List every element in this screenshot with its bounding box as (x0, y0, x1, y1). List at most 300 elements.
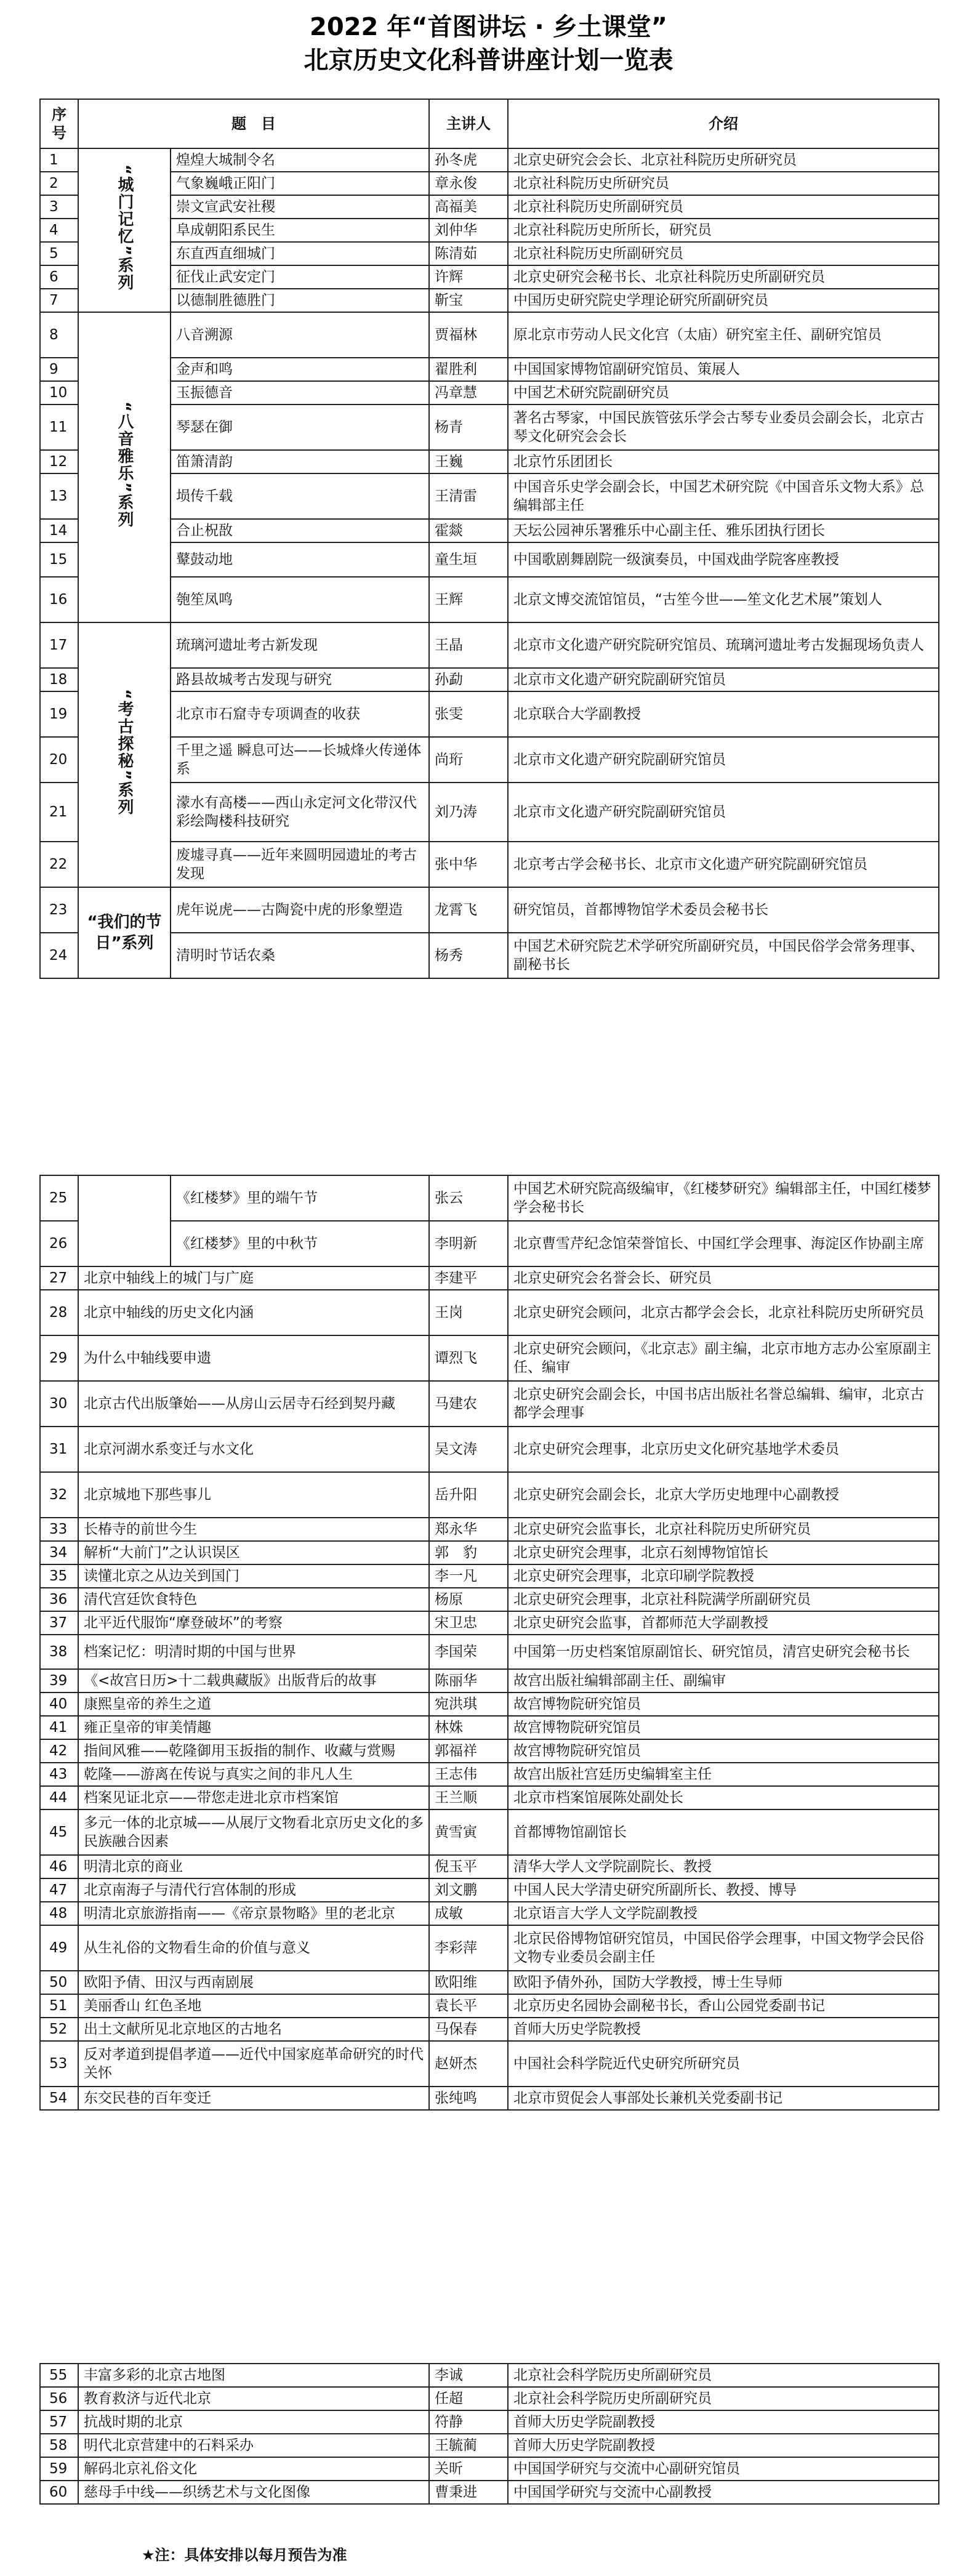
row-number: 44 (40, 1786, 78, 1809)
table-row (40, 1994, 939, 2018)
row-number: 28 (40, 1290, 78, 1335)
row-number: 10 (40, 381, 78, 405)
speaker-name: 童生垣 (429, 542, 508, 577)
speaker-name: 杨青 (429, 405, 508, 450)
table-row (40, 219, 939, 242)
lecture-topic: 琉璃河遗址考古新发现 (171, 622, 429, 668)
table-header-row (40, 99, 939, 148)
table-row (40, 2041, 939, 2087)
speaker-name: 赵妍杰 (429, 2041, 508, 2087)
row-number: 12 (40, 450, 78, 473)
speaker-name: 杨秀 (429, 933, 508, 978)
speaker-name: 翟胜利 (429, 358, 508, 381)
lecture-table-part3 (39, 2363, 939, 2505)
table-row (40, 1541, 939, 1564)
speaker-intro: 中国社会科学院近代史研究所研究员 (508, 2041, 939, 2087)
table-row (40, 1335, 939, 1381)
speaker-intro: 北京史研究会顾问，《北京志》副主编，北京市地方志办公室原副主任、编审 (508, 1335, 939, 1381)
table-row (40, 2481, 939, 2504)
table-row (40, 148, 939, 172)
table-row (40, 1878, 939, 1902)
row-number: 54 (40, 2087, 78, 2110)
lecture-topic: 清明时节话农桑 (171, 933, 429, 978)
table-row (40, 1902, 939, 1925)
table-row (40, 1763, 939, 1786)
speaker-name: 黄雪寅 (429, 1809, 508, 1855)
row-number: 31 (40, 1427, 78, 1472)
speaker-intro: 首师大历史学院副教授 (508, 2410, 939, 2434)
speaker-name: 马保春 (429, 2018, 508, 2041)
speaker-name: 孙勐 (429, 668, 508, 691)
row-number: 1 (40, 148, 78, 172)
speaker-intro: 北京史研究会副会长，北京大学历史地理中心副教授 (508, 1472, 939, 1518)
table-row (40, 1669, 939, 1693)
speaker-intro: 中国艺术研究院副研究员 (508, 381, 939, 405)
speaker-intro: 北京社科院历史所研究员 (508, 172, 939, 195)
speaker-name: 尚珩 (429, 737, 508, 783)
speaker-name: 王清雷 (429, 473, 508, 519)
lecture-topic: 玉振德音 (171, 381, 429, 405)
speaker-name: 宛洪琪 (429, 1693, 508, 1716)
row-number: 50 (40, 1971, 78, 1994)
row-number: 39 (40, 1669, 78, 1693)
lecture-topic: 北京市石窟寺专项调查的收获 (171, 691, 429, 737)
speaker-intro: 北京文博交流馆馆员，“古笙今世——笙文化艺术展”策划人 (508, 577, 939, 622)
lecture-topic: 明清北京旅游指南——《帝京景物略》里的老北京 (78, 1902, 429, 1925)
row-number: 46 (40, 1855, 78, 1878)
table-row (40, 1716, 939, 1739)
speaker-name: 李建平 (429, 1266, 508, 1290)
row-number: 59 (40, 2457, 78, 2481)
row-number: 19 (40, 691, 78, 737)
row-number: 45 (40, 1809, 78, 1855)
row-number: 40 (40, 1693, 78, 1716)
series-label (78, 148, 171, 312)
speaker-intro: 清华大学人文学院副院长、教授 (508, 1855, 939, 1878)
speaker-name: 宋卫忠 (429, 1611, 508, 1635)
table-row (40, 933, 939, 978)
speaker-intro: 天坛公园神乐署雅乐中心副主任、雅乐团执行团长 (508, 519, 939, 542)
row-number: 41 (40, 1716, 78, 1739)
lecture-topic: 从生礼俗的文物看生命的价值与意义 (78, 1925, 429, 1971)
speaker-name: 李彩萍 (429, 1925, 508, 1971)
speaker-intro: 中国第一历史档案馆原副馆长、研究馆员，清宫史研究会秘书长 (508, 1635, 939, 1669)
lecture-topic: 档案见证北京——带您走进北京市档案馆 (78, 1786, 429, 1809)
speaker-intro: 北京史研究会会长、北京社科院历史所研究员 (508, 148, 939, 172)
row-number: 21 (40, 783, 78, 842)
table-row (40, 691, 939, 737)
page-title-line2: 北京历史文化科普讲座计划一览表 (304, 46, 673, 74)
series-label (78, 312, 171, 622)
table-row (40, 1221, 939, 1266)
row-number: 3 (40, 195, 78, 219)
lecture-topic: 征伐止武安定门 (171, 265, 429, 289)
speaker-intro: 北京社科院历史所所长，研究员 (508, 219, 939, 242)
lecture-topic: 《红楼梦》里的端午节 (171, 1175, 429, 1221)
speaker-intro: 故宫出版社宫廷历史编辑室主任 (508, 1763, 939, 1786)
speaker-name: 霍燚 (429, 519, 508, 542)
lecture-topic: 长椿寺的前世今生 (78, 1518, 429, 1541)
speaker-name: 陈丽华 (429, 1669, 508, 1693)
row-number: 13 (40, 473, 78, 519)
row-number: 30 (40, 1381, 78, 1427)
speaker-intro: 故宫出版社编辑部副主任、副编审 (508, 1669, 939, 1693)
lecture-topic: 美丽香山 红色圣地 (78, 1994, 429, 2018)
speaker-intro: 北京市档案馆展陈处副处长 (508, 1786, 939, 1809)
speaker-intro: 北京史研究会顾问，北京古都学会会长，北京社科院历史所研究员 (508, 1290, 939, 1335)
lecture-topic: 废墟寻真——近年来圆明园遗址的考古发现 (171, 842, 429, 887)
row-number: 56 (40, 2387, 78, 2410)
series-label-text: “考古探秘”系列 (115, 689, 134, 816)
header-no: 序号 (40, 99, 78, 148)
lecture-topic: 《红楼梦》里的中秋节 (171, 1221, 429, 1266)
row-number: 34 (40, 1541, 78, 1564)
speaker-intro: 北京市文化遗产研究院研究馆员、琉璃河遗址考古发掘现场负责人 (508, 622, 939, 668)
lecture-topic: 档案记忆：明清时期的中国与世界 (78, 1635, 429, 1669)
speaker-name: 郑永华 (429, 1518, 508, 1541)
lecture-topic: 多元一体的北京城——从展厅文物看北京历史文化的多民族融合因素 (78, 1809, 429, 1855)
table-row (40, 358, 939, 381)
row-number: 18 (40, 668, 78, 691)
speaker-intro: 北京市文化遗产研究院副研究馆员 (508, 783, 939, 842)
speaker-name: 李明新 (429, 1221, 508, 1266)
table-row (40, 2457, 939, 2481)
table-row (40, 1611, 939, 1635)
speaker-name: 王岗 (429, 1290, 508, 1335)
table-row (40, 2018, 939, 2041)
lecture-table-part2 (39, 1175, 939, 2111)
table-row (40, 1809, 939, 1855)
table-row (40, 577, 939, 622)
speaker-intro: 北京社科院历史所副研究员 (508, 242, 939, 265)
lecture-topic: 路县故城考古发现与研究 (171, 668, 429, 691)
speaker-name: 曹秉进 (429, 2481, 508, 2504)
speaker-intro: 北京市贸促会人事部处长兼机关党委副书记 (508, 2087, 939, 2110)
speaker-intro: 北京民俗博物馆研究馆员，中国民俗学会理事，中国文物学会民俗文物专业委员会副主任 (508, 1925, 939, 1971)
table-row (40, 1855, 939, 1878)
speaker-intro: 首都博物馆副馆长 (508, 1809, 939, 1855)
speaker-name: 倪玉平 (429, 1855, 508, 1878)
lecture-topic: 解析“大前门”之认识误区 (78, 1541, 429, 1564)
speaker-intro: 中国人民大学清史研究所副所长、教授、博导 (508, 1878, 939, 1902)
lecture-topic: 东直西直细城门 (171, 242, 429, 265)
table-row (40, 265, 939, 289)
lecture-topic: 合止柷敔 (171, 519, 429, 542)
lecture-topic: 解码北京礼俗文化 (78, 2457, 429, 2481)
lecture-topic: 慈母手中线——织绣艺术与文化图像 (78, 2481, 429, 2504)
speaker-intro: 北京历史名园协会副秘书长，香山公园党委副书记 (508, 1994, 939, 2018)
row-number: 15 (40, 542, 78, 577)
speaker-intro: 北京竹乐团团长 (508, 450, 939, 473)
table-row (40, 405, 939, 450)
speaker-name: 杨原 (429, 1588, 508, 1611)
speaker-intro: 中国国家博物馆副研究馆员、策展人 (508, 358, 939, 381)
row-number: 51 (40, 1994, 78, 2018)
row-number: 20 (40, 737, 78, 783)
speaker-name: 章永俊 (429, 172, 508, 195)
speaker-intro: 北京史研究会理事，北京印刷学院教授 (508, 1564, 939, 1588)
speaker-name: 袁长平 (429, 1994, 508, 2018)
speaker-intro: 北京史研究会监事长，北京社科院历史所研究员 (508, 1518, 939, 1541)
row-number: 14 (40, 519, 78, 542)
speaker-intro: 故宫博物院研究馆员 (508, 1716, 939, 1739)
speaker-intro: 北京市文化遗产研究院副研究馆员 (508, 737, 939, 783)
speaker-name: 张雯 (429, 691, 508, 737)
speaker-name: 刘仲华 (429, 219, 508, 242)
speaker-intro: 北京史研究会理事，北京历史文化研究基地学术委员 (508, 1427, 939, 1472)
speaker-intro: 研究馆员，首都博物馆学术委员会秘书长 (508, 887, 939, 933)
table-row (40, 1427, 939, 1472)
speaker-name: 龙霄飞 (429, 887, 508, 933)
row-number: 17 (40, 622, 78, 668)
row-number: 60 (40, 2481, 78, 2504)
row-number: 32 (40, 1472, 78, 1518)
row-number: 55 (40, 2364, 78, 2387)
speaker-intro: 原北京市劳动人民文化宫（太庙）研究室主任、副研究馆员 (508, 312, 939, 358)
table-row (40, 242, 939, 265)
table-row (40, 842, 939, 887)
speaker-name: 王志伟 (429, 1763, 508, 1786)
table-row (40, 172, 939, 195)
speaker-intro: 北京社会科学院历史所副研究员 (508, 2364, 939, 2387)
row-number: 37 (40, 1611, 78, 1635)
row-number: 57 (40, 2410, 78, 2434)
speaker-name: 张中华 (429, 842, 508, 887)
speaker-intro: 中国歌剧舞剧院一级演奏员，中国戏曲学院客座教授 (508, 542, 939, 577)
lecture-topic: 明清北京的商业 (78, 1855, 429, 1878)
speaker-intro: 北京史研究会理事，北京社科院满学所副研究员 (508, 1588, 939, 1611)
table-row (40, 2410, 939, 2434)
speaker-name: 王巍 (429, 450, 508, 473)
lecture-topic: 阜成朝阳系民生 (171, 219, 429, 242)
lecture-topic: 北京中轴线上的城门与广庭 (78, 1266, 429, 1290)
row-number: 23 (40, 887, 78, 933)
footnote: ★注：具体安排以每月预告为准 (142, 2546, 347, 2564)
lecture-topic: 濛水有高楼——西山永定河文化带汉代彩绘陶楼科技研究 (171, 783, 429, 842)
lecture-topic: 琴瑟在御 (171, 405, 429, 450)
speaker-intro: 北京语言大学人文学院副教授 (508, 1902, 939, 1925)
table-row (40, 622, 939, 668)
speaker-name: 陈清茹 (429, 242, 508, 265)
speaker-intro: 首师大历史学院教授 (508, 2018, 939, 2041)
row-number: 53 (40, 2041, 78, 2087)
speaker-name: 谭烈飞 (429, 1335, 508, 1381)
lecture-topic: 北京城地下那些事儿 (78, 1472, 429, 1518)
series-label-text: “我们的节日”系列 (87, 913, 162, 952)
row-number: 33 (40, 1518, 78, 1541)
speaker-name: 王毓蔺 (429, 2434, 508, 2457)
speaker-intro: 中国国学研究与交流中心副研究馆员 (508, 2457, 939, 2481)
speaker-name: 岳升阳 (429, 1472, 508, 1518)
speaker-intro: 北京史研究会秘书长、北京社科院历史所副研究员 (508, 265, 939, 289)
page-title-line1: 2022 年“首图讲坛 · 乡土课堂” (310, 13, 667, 41)
speaker-intro: 北京联合大学副教授 (508, 691, 939, 737)
table-row (40, 887, 939, 933)
series-label (78, 1175, 171, 1266)
lecture-topic: 以德制胜德胜门 (171, 289, 429, 312)
lecture-topic: 教育救济与近代北京 (78, 2387, 429, 2410)
row-number: 29 (40, 1335, 78, 1381)
speaker-name: 刘文鹏 (429, 1878, 508, 1902)
lecture-topic: 千里之遥 瞬息可达——长城烽火传递体系 (171, 737, 429, 783)
table-row (40, 783, 939, 842)
lecture-topic: 八音溯源 (171, 312, 429, 358)
table-row (40, 1290, 939, 1335)
speaker-name: 郭福祥 (429, 1739, 508, 1763)
speaker-intro: 北京考古学会秘书长、北京市文化遗产研究院副研究馆员 (508, 842, 939, 887)
lecture-topic: 雍正皇帝的审美情趣 (78, 1716, 429, 1739)
row-number: 11 (40, 405, 78, 450)
table-row (40, 450, 939, 473)
series-label-text: “城门记忆”系列 (115, 164, 134, 292)
speaker-intro: 故宫博物院研究馆员 (508, 1693, 939, 1716)
speaker-name: 李国荣 (429, 1635, 508, 1669)
speaker-intro: 北京曹雪芹纪念馆荣誉馆长、中国红学会理事、海淀区作协副主席 (508, 1221, 939, 1266)
table-row (40, 289, 939, 312)
table-row (40, 2364, 939, 2387)
speaker-name: 林姝 (429, 1716, 508, 1739)
speaker-name: 高福美 (429, 195, 508, 219)
speaker-name: 张纯鸣 (429, 2087, 508, 2110)
row-number: 25 (40, 1175, 78, 1221)
lecture-topic: 崇文宣武安社稷 (171, 195, 429, 219)
row-number: 6 (40, 265, 78, 289)
speaker-name: 符静 (429, 2410, 508, 2434)
row-number: 47 (40, 1878, 78, 1902)
series-label-text: “八音雅乐”系列 (115, 401, 134, 529)
row-number: 43 (40, 1763, 78, 1786)
table-row (40, 312, 939, 358)
row-number: 36 (40, 1588, 78, 1611)
speaker-name: 郭 豹 (429, 1541, 508, 1564)
lecture-topic: 北京河湖水系变迁与水文化 (78, 1427, 429, 1472)
header-speaker: 主讲人 (429, 99, 508, 148)
table-row (40, 542, 939, 577)
speaker-name: 贾福林 (429, 312, 508, 358)
speaker-intro: 中国历史研究院史学理论研究所副研究员 (508, 289, 939, 312)
table-row (40, 1786, 939, 1809)
row-number: 22 (40, 842, 78, 887)
speaker-intro: 故宫博物院研究馆员 (508, 1739, 939, 1763)
table-row (40, 1472, 939, 1518)
row-number: 4 (40, 219, 78, 242)
series-label (78, 622, 171, 887)
table-row (40, 2387, 939, 2410)
speaker-intro: 北京史研究会副会长，中国书店出版社名誉总编辑、编审，北京古都学会理事 (508, 1381, 939, 1427)
lecture-topic: 反对孝道到提倡孝道——近代中国家庭革命研究的时代关怀 (78, 2041, 429, 2087)
speaker-name: 李一凡 (429, 1564, 508, 1588)
table-row (40, 1175, 939, 1221)
row-number: 5 (40, 242, 78, 265)
speaker-name: 关昕 (429, 2457, 508, 2481)
row-number: 8 (40, 312, 78, 358)
row-number: 52 (40, 2018, 78, 2041)
row-number: 42 (40, 1739, 78, 1763)
table-row (40, 473, 939, 519)
lecture-topic: 煌煌大城制令名 (171, 148, 429, 172)
lecture-topic: 指间风雅——乾隆御用玉扳指的制作、收藏与赏赐 (78, 1739, 429, 1763)
table-row (40, 1739, 939, 1763)
lecture-topic: 抗战时期的北京 (78, 2410, 429, 2434)
row-number: 7 (40, 289, 78, 312)
lecture-topic: 匏笙凤鸣 (171, 577, 429, 622)
speaker-name: 王兰顺 (429, 1786, 508, 1809)
row-number: 58 (40, 2434, 78, 2457)
lecture-topic: 北京中轴线的历史文化内涵 (78, 1290, 429, 1335)
table-row (40, 1381, 939, 1427)
table-row (40, 1693, 939, 1716)
speaker-intro: 中国艺术研究院高级编审，《红楼梦研究》编辑部主任，中国红楼梦学会秘书长 (508, 1175, 939, 1221)
table-row (40, 1588, 939, 1611)
row-number: 35 (40, 1564, 78, 1588)
speaker-intro: 欧阳予倩外孙，国防大学教授，博士生导师 (508, 1971, 939, 1994)
speaker-intro: 著名古琴家，中国民族管弦乐学会古琴专业委员会副会长，北京古琴文化研究会会长 (508, 405, 939, 450)
speaker-intro: 北京社科院历史所副研究员 (508, 195, 939, 219)
row-number: 26 (40, 1221, 78, 1266)
speaker-name: 李诚 (429, 2364, 508, 2387)
speaker-intro: 中国艺术研究院艺术学研究所副研究员，中国民俗学会常务理事、副秘书长 (508, 933, 939, 978)
speaker-name: 马建农 (429, 1381, 508, 1427)
table-row (40, 668, 939, 691)
table-row (40, 519, 939, 542)
lecture-topic: 清代宫廷饮食特色 (78, 1588, 429, 1611)
lecture-topic: 明代北京营建中的石料采办 (78, 2434, 429, 2457)
speaker-name: 许辉 (429, 265, 508, 289)
table-row (40, 1266, 939, 1290)
lecture-topic: 鼙鼓动地 (171, 542, 429, 577)
table-row (40, 2434, 939, 2457)
speaker-name: 靳宝 (429, 289, 508, 312)
lecture-topic: 北京南海子与清代行宫体制的形成 (78, 1878, 429, 1902)
lecture-topic: 《<故宫日历>十二载典藏版》出版背后的故事 (78, 1669, 429, 1693)
lecture-topic: 笛箫清韵 (171, 450, 429, 473)
lecture-topic: 欧阳予倩、田汉与西南剧展 (78, 1971, 429, 1994)
lecture-topic: 虎年说虎——古陶瓷中虎的形象塑造 (171, 887, 429, 933)
table-row (40, 1635, 939, 1669)
row-number: 2 (40, 172, 78, 195)
speaker-name: 成敏 (429, 1902, 508, 1925)
lecture-topic: 气象巍峨正阳门 (171, 172, 429, 195)
table-row (40, 1564, 939, 1588)
speaker-intro: 北京市文化遗产研究院副研究馆员 (508, 668, 939, 691)
speaker-name: 王晶 (429, 622, 508, 668)
lecture-topic: 北平近代服饰“摩登破坏”的考察 (78, 1611, 429, 1635)
speaker-intro: 北京史研究会理事，北京石刻博物馆馆长 (508, 1541, 939, 1564)
speaker-intro: 首师大历史学院副教授 (508, 2434, 939, 2457)
lecture-topic: 乾隆——游离在传说与真实之间的非凡人生 (78, 1763, 429, 1786)
row-number: 48 (40, 1902, 78, 1925)
lecture-topic: 出土文献所见北京地区的古地名 (78, 2018, 429, 2041)
table-row (40, 2087, 939, 2110)
speaker-intro: 中国国学研究与交流中心副教授 (508, 2481, 939, 2504)
row-number: 27 (40, 1266, 78, 1290)
table-row (40, 737, 939, 783)
lecture-topic: 康熙皇帝的养生之道 (78, 1693, 429, 1716)
table-row (40, 195, 939, 219)
row-number: 38 (40, 1635, 78, 1669)
lecture-topic: 北京古代出版肇始——从房山云居寺石经到契丹藏 (78, 1381, 429, 1427)
speaker-intro: 北京社会科学院历史所副研究员 (508, 2387, 939, 2410)
lecture-table-part1 (39, 99, 939, 979)
speaker-name: 刘乃涛 (429, 783, 508, 842)
row-number: 24 (40, 933, 78, 978)
speaker-intro: 中国音乐史学会副会长，中国艺术研究院《中国音乐文物大系》总编辑部主任 (508, 473, 939, 519)
speaker-name: 任超 (429, 2387, 508, 2410)
speaker-intro: 北京史研究会监事，首都师范大学副教授 (508, 1611, 939, 1635)
lecture-topic: 东交民巷的百年变迁 (78, 2087, 429, 2110)
row-number: 16 (40, 577, 78, 622)
speaker-name: 冯章慧 (429, 381, 508, 405)
